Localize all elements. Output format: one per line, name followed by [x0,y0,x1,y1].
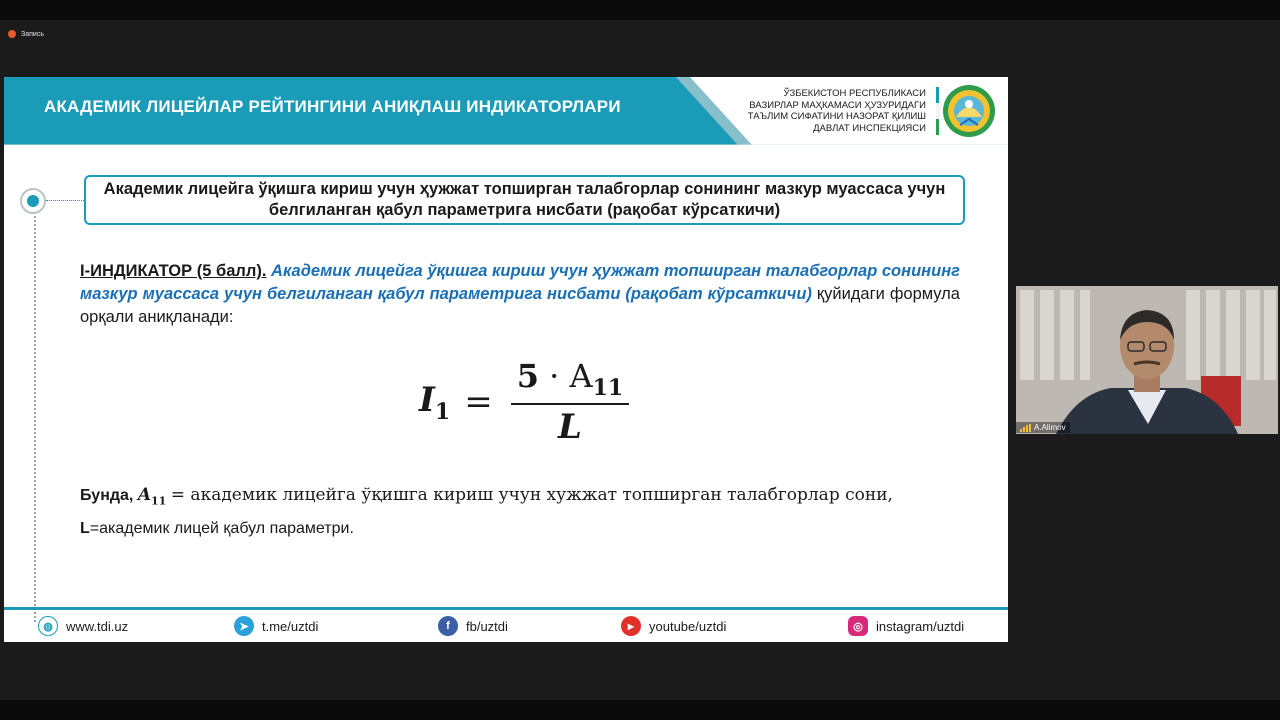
footer-website[interactable]: ◍ www.tdi.uz [38,616,128,636]
timeline-connector [46,200,86,202]
indicator-description [80,260,960,329]
footer-divider [4,607,1008,610]
footer-facebook[interactable]: f fb/uztdi [438,616,508,636]
presentation-slide [4,77,1008,642]
timeline-bullet-icon [20,188,46,214]
formula-fraction [511,357,630,447]
definition-a11: Бунда, $A_{11}$ = академик лицейга ўқишга кириш учун хужжат топширган талабгорлар сони, [80,485,893,508]
recording-indicator[interactable] [8,28,44,40]
participant-video-frame [1016,286,1278,434]
formula-equals: = [464,382,493,422]
bottom-bar [0,700,1280,720]
top-bar [0,0,1280,20]
globe-icon: ◍ [38,616,58,636]
formula-lhs: $I_1$ [419,379,451,425]
org-line: ВАЗИРЛАР МАҲКАМАСИ ҲУЗУРИДАГИ [749,99,926,111]
organization-name [726,88,926,134]
timeline-line [34,212,36,622]
participant-name-tag [1016,422,1070,433]
banner-title: АКАДЕМИК ЛИЦЕЙЛАР РЕЙТИНГИНИ АНИҚЛАШ ИНДИКАТОРЛАРИ [44,97,621,116]
recording-label: Запись [21,30,44,38]
definition-l: L=академик лицей қабул параметри. [80,520,354,538]
indicator-label: I-ИНДИКАТОР (5 балл). [80,262,267,280]
indicator-heading: Академик лицейга ўқишга кириш учун ҳужжат топширган талабгорлар сонининг мазкур муассаса учун белгиланган қабул параметрига нисбати (рақобат кўрсаткичи) [84,175,965,225]
formula [419,357,629,447]
footer-telegram[interactable]: ➤ t.me/uztdi [234,616,318,636]
footer-instagram[interactable]: ◎ instagram/uztdi [848,616,964,636]
org-line: ТАЪЛИМ СИФАТИНИ НАЗОРАТ ҚИЛИШ [747,111,926,122]
state-emblem-icon [936,81,996,141]
participant-video[interactable] [1016,286,1278,434]
indicator-rest-text: қуйидаги формула орқали аниқланади: [80,285,960,326]
definitions [80,481,893,543]
telegram-icon: ➤ [234,616,254,636]
formula-numerator: $5 \cdot A_{11}$ [511,357,630,405]
formula-denominator: L [558,407,582,447]
instagram-icon: ◎ [848,616,868,636]
youtube-icon: ▶ [621,616,641,636]
facebook-icon: f [438,616,458,636]
signal-strength-icon [1020,424,1031,432]
org-line: ЎЗБЕКИСТОН РЕСПУБЛИКАСИ [783,88,926,99]
record-icon [8,30,16,38]
indicator-blue-text: Академик лицейга ўқишга кириш учун ҳужжат топширган талабгорлар сонининг мазкур муассаса учун белгиланган қабул параметрига нисбати (рақобат кўрсаткичи) [80,262,960,303]
org-line: ДАВЛАТ ИНСПЕКЦИЯСИ [813,122,926,134]
footer-youtube[interactable]: ▶ youtube/uztdi [621,616,726,636]
variable-a11: $A_{11}$ [137,485,167,508]
participant-name: A.Alimov [1034,423,1066,432]
